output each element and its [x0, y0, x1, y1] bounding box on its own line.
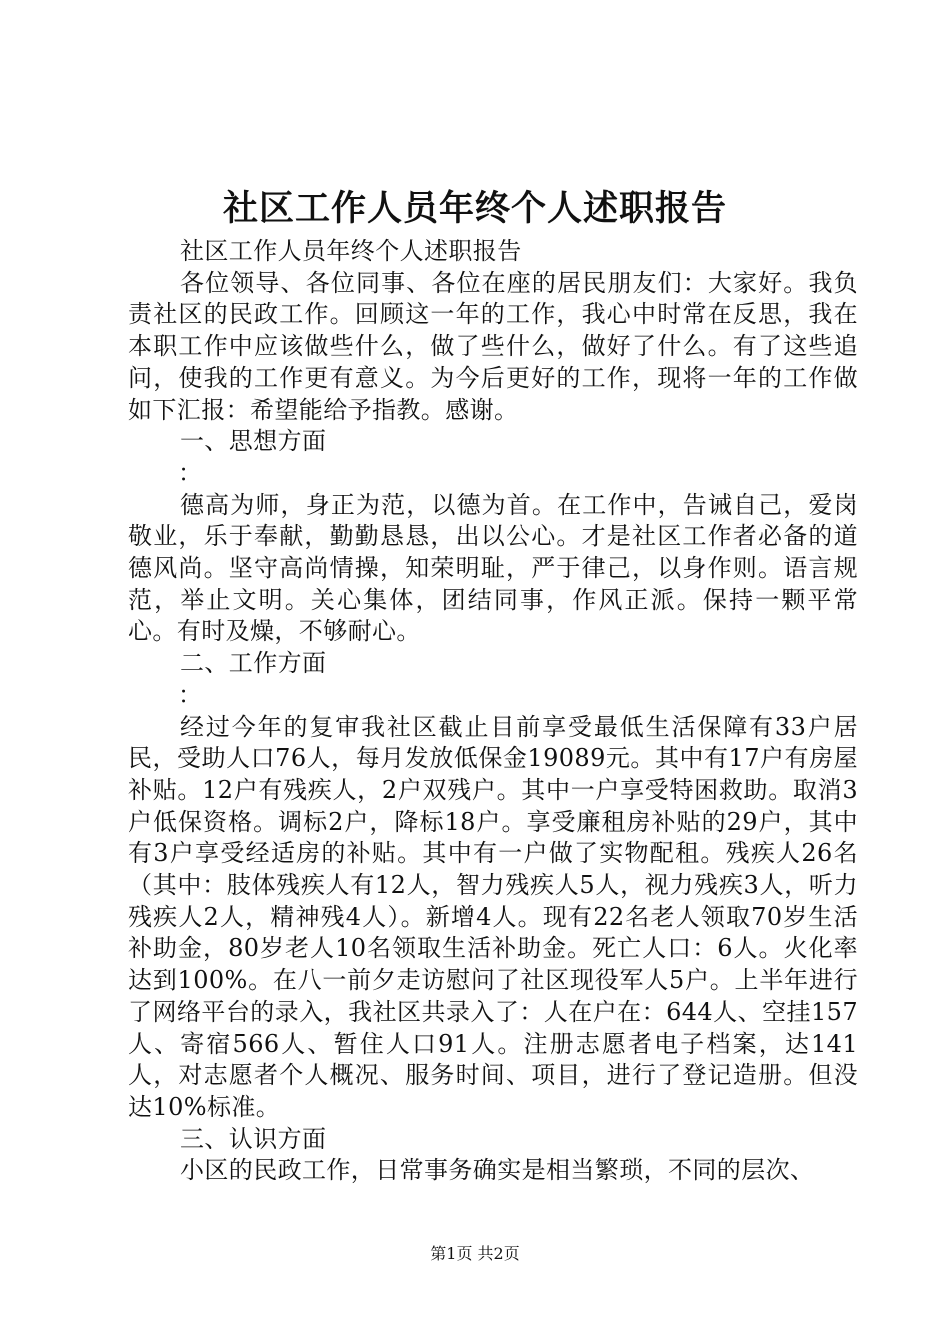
section-heading-work: 二、工作方面: [180, 649, 327, 678]
work-paragraph: 经过今年的复审我社区截止目前享受最低生活保障有33户居民，受助人口76人，每月发放低保金19089元。其中有17户有房屋补贴。12户有残疾人，2户双残户。其中一户享受特困救助。取消3户低保资格。调标2户，降标18户。享受廉租房补贴的29户，其中有3户享受经适房的补贴。其中有一户做了实物配租。残疾人26名（其中：肢体残疾人有12人，智力残疾人5人，视力残疾3人，听力残疾人2人，精神残4人）。新增4人。现有22名老人领取70岁生活补助金，80岁老人10名领取生活补助金。死亡人口：6人。火化率达到100%。在八一前夕走访慰问了社区现役军人5户。上半年进行了网络平台的录入，我社区共录入了：人在户在：644人、空挂157人、寄宿566人、暂住人口91人。注册志愿者电子档案，达141人，对志愿者个人概况、服务时间、项目，进行了登记造册。但没达10%标准。: [128, 712, 858, 1121]
section-heading-understanding: 三、认识方面: [180, 1124, 327, 1153]
section-colon: ：: [178, 680, 203, 709]
document-title: 社区工作人员年终个人述职报告: [222, 188, 727, 229]
section-colon: ：: [178, 458, 203, 487]
document-body: [128, 236, 858, 1187]
subtitle-paragraph: 社区工作人员年终个人述职报告: [180, 237, 522, 265]
understanding-paragraph: 小区的民政工作，日常事务确实是相当繁琐，不同的层次、: [180, 1156, 815, 1185]
ideology-paragraph: 德高为师，身正为范，以德为首。在工作中，告诫自己，爱岗敬业，乐于奉献，勤勤恳恳，出以公心。才是社区工作者必备的道德风尚。坚守高尚情操，知荣明耻，严于律己，以身作则。语言规范，举止文明。关心集体，团结同事，作风正派。保持一颗平常心。有时及燥，不够耐心。: [128, 490, 858, 646]
page-number-footer: 第1页 共2页: [430, 1244, 520, 1263]
section-heading-ideology: 一、思想方面: [180, 427, 327, 456]
greeting-paragraph: 各位领导、各位同事、各位在座的居民朋友们：大家好。我负责社区的民政工作。回顾这一年的工作，我心中时常在反思，我在本职工作中应该做些什么，做了些什么，做好了什么。有了这些追问，使我的工作更有意义。为今后更好的工作，现将一年的工作做如下汇报：希望能给予指教。感谢。: [128, 268, 858, 424]
